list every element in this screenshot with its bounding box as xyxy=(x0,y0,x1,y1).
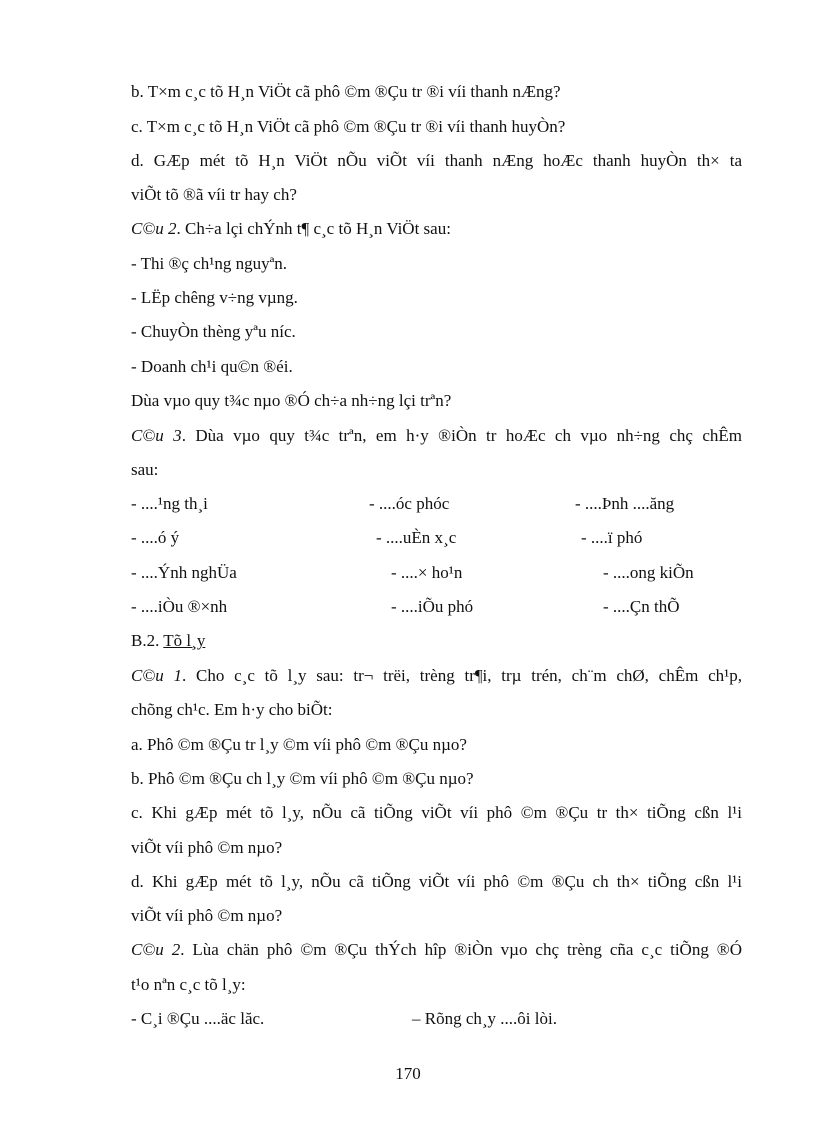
question-text: . Ch÷a lçi chÝnh t¶ c¸c tõ H¸n ViÖt sau: xyxy=(176,219,451,238)
text-line: - Thi ®ç ch¹ng nguyªn. xyxy=(131,254,288,273)
fill-item: – Rõng ch¸y ....ôi lòi. xyxy=(412,1009,557,1028)
text-line: viÕt tõ ®ã víi tr hay ch? xyxy=(131,185,297,204)
text-line: d. Khi gÆp mét tõ l¸y, nÕu cã tiÕng viÕt víi phô ©m ®Çu ch th× tiÕng cßn l¹i xyxy=(131,872,742,891)
page-number: 170 xyxy=(395,1064,421,1083)
text-line: b. T×m c¸c tõ H¸n ViÖt cã phô ©m ®Çu tr ®i víi thanh nÆng? xyxy=(131,82,561,101)
text-line: - ChuyÒn thèng yªu níc. xyxy=(131,322,296,341)
fill-item: - ....ï phó xyxy=(581,528,643,547)
fill-item: - ....Þnh ....ăng xyxy=(575,494,675,513)
text-line: viÕt víi phô ©m nµo? xyxy=(131,838,283,857)
fill-item: - ....× ho¹n xyxy=(391,563,463,582)
fill-item: - ....ó ý xyxy=(131,528,180,547)
fill-item: - ....ong kiÕn xyxy=(603,563,694,582)
fill-item: - ....óc phóc xyxy=(369,494,450,513)
text-line: d. GÆp mét tõ H¸n ViÖt nÕu viÕt víi thanh nÆng hoÆc thanh huyÒn th× ta xyxy=(131,151,742,170)
question-line xyxy=(131,217,742,241)
fill-row xyxy=(131,1007,742,1031)
text-line: - Doanh ch¹i qu©n ®éi. xyxy=(131,357,293,376)
text-line: b. Phô ©m ®Çu ch l¸y ©m víi phô ©m ®Çu nµo? xyxy=(131,769,474,788)
text-line: c. Khi gÆp mét tõ l¸y, nÕu cã tiÕng viÕt víi phô ©m ®Çu tr th× tiÕng cßn l¹i xyxy=(131,803,742,822)
text-line: c. T×m c¸c tõ H¸n ViÖt cã phô ©m ®Çu tr ®i víi thanh huyÒn? xyxy=(131,117,566,136)
question-label: C©u 1 xyxy=(131,666,183,685)
fill-row xyxy=(131,526,742,550)
text-line: viÕt víi phô ©m nµo? xyxy=(131,906,283,925)
text-line: - LËp chêng v÷ng vµng. xyxy=(131,288,298,307)
fill-item: - ....Çn thÕ xyxy=(603,597,680,616)
question-text: . Dùa vµo quy t¾c trªn, em h·y ®iÒn tr hoÆc ch vµo nh÷ng chç chÊm xyxy=(181,426,743,445)
fill-item: - ....iÒu ®×nh xyxy=(131,597,228,616)
fill-item: - C¸i ®Çu ....äc lăc. xyxy=(131,1009,265,1028)
section-prefix: B.2. xyxy=(131,631,164,650)
fill-item: - ....uÈn x¸c xyxy=(376,528,457,547)
question-text: . Lùa chän phô ©m ®Çu thÝch hîp ®iÒn vµo chç trèng cña c¸c tiÕng ®Ó xyxy=(180,940,742,959)
text-line: t¹o nªn c¸c tõ l¸y: xyxy=(131,975,246,994)
fill-row xyxy=(131,561,742,585)
question-label: C©u 3 xyxy=(131,426,182,445)
question-line xyxy=(131,664,742,688)
fill-item: - ....Ýnh nghÜa xyxy=(131,563,237,582)
text-line: Dùa vµo quy t¾c nµo ®Ó ch÷a nh÷ng lçi trªn? xyxy=(131,391,452,410)
question-line xyxy=(131,938,742,962)
question-text: . Cho c¸c tõ l¸y sau: tr¬ trëi, trèng tr¶i, trµ trén, ch¨m chØ, chÊm ch¹p, xyxy=(182,666,742,685)
question-label: C©u 2 xyxy=(131,219,177,238)
question-line xyxy=(131,424,742,448)
section-title: Tõ l¸y xyxy=(163,631,206,650)
text-line: chõng ch¹c. Em h·y cho biÕt: xyxy=(131,700,333,719)
section-heading xyxy=(131,629,742,653)
fill-item: - ....¹ng th¸i xyxy=(131,494,208,513)
fill-row xyxy=(131,492,742,516)
text-line: a. Phô ©m ®Çu tr l¸y ©m víi phô ©m ®Çu nµo? xyxy=(131,735,467,754)
text-line: sau: xyxy=(131,460,159,479)
fill-row xyxy=(131,595,742,619)
fill-item: - ....iÕu phó xyxy=(391,597,474,616)
question-label: C©u 2 xyxy=(131,940,181,959)
